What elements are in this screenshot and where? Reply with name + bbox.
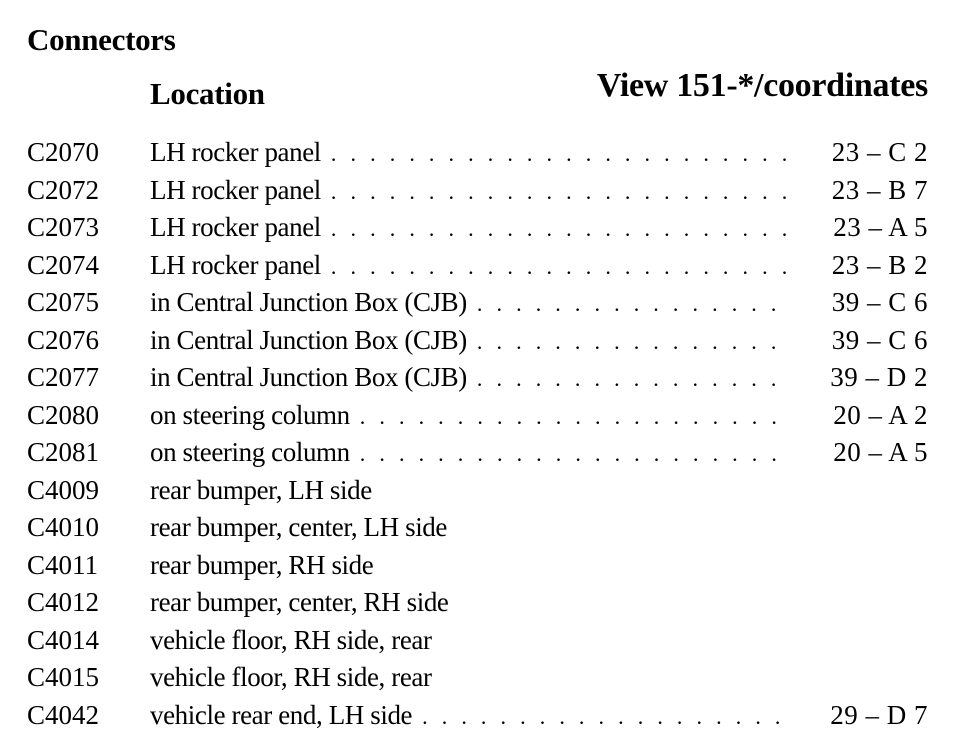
view-coordinates: 23 – C 2 (831, 137, 928, 167)
location-cell (150, 622, 790, 660)
location-text: on steering column (150, 399, 350, 430)
location-text: LH rocker panel (150, 137, 321, 167)
connector-id: C2077 (27, 362, 100, 392)
location-cell (150, 697, 790, 735)
location-text: in Central Junction Box (CJB) (150, 287, 467, 317)
location-cell (150, 134, 790, 172)
location-text: rear bumper, center, LH side (150, 512, 447, 542)
connector-id: C4009 (27, 474, 100, 505)
table-row (0, 434, 964, 472)
table-row (0, 284, 964, 322)
dot-leader (360, 435, 790, 472)
location-text: LH rocker panel (150, 249, 321, 280)
connector-id: C4010 (27, 512, 100, 542)
connector-id: C2073 (27, 212, 100, 242)
table-row (0, 622, 964, 660)
view-coordinates: 20 – A 2 (833, 399, 928, 430)
connector-id: C2074 (27, 249, 100, 280)
location-text: LH rocker panel (150, 174, 321, 205)
connector-id: C2070 (27, 137, 100, 167)
dot-leader (477, 285, 790, 322)
location-cell (150, 172, 790, 210)
dot-leader (360, 398, 790, 435)
view-coordinates: 39 – C 6 (831, 287, 928, 317)
location-cell (150, 322, 790, 360)
connector-id: C4011 (27, 549, 99, 580)
table-row (0, 472, 964, 510)
connector-id: C4042 (27, 699, 100, 730)
location-text: rear bumper, RH side (150, 549, 374, 580)
location-text: rear bumper, center, RH side (150, 587, 449, 617)
connector-id: C4015 (27, 662, 100, 692)
dot-leader (331, 210, 790, 247)
table-row (0, 509, 964, 547)
location-cell (150, 547, 790, 585)
dot-leader (477, 323, 790, 360)
table-row (0, 134, 964, 172)
table-row (0, 359, 964, 397)
connector-id: C2072 (27, 174, 100, 205)
location-cell (150, 509, 790, 547)
dot-leader (477, 360, 790, 397)
view-coordinates: 23 – A 5 (833, 212, 928, 242)
location-cell (150, 284, 790, 322)
location-cell (150, 434, 790, 472)
location-text: in Central Junction Box (CJB) (150, 324, 467, 355)
table-row (0, 209, 964, 247)
view-coordinates: 23 – B 7 (831, 174, 928, 205)
table-row (0, 172, 964, 210)
table-row (0, 659, 964, 697)
table-row (0, 322, 964, 360)
location-cell (150, 359, 790, 397)
location-text: in Central Junction Box (CJB) (150, 362, 467, 392)
location-cell (150, 209, 790, 247)
location-cell (150, 472, 790, 510)
location-text: vehicle floor, RH side, rear (150, 624, 432, 655)
section-title: Connectors (27, 22, 176, 57)
location-text: vehicle rear end, LH side (150, 699, 413, 730)
table-row (0, 247, 964, 285)
dot-leader (331, 135, 790, 172)
location-text: LH rocker panel (150, 212, 321, 242)
location-cell (150, 584, 790, 622)
connector-id: C2080 (27, 399, 100, 430)
location-cell (150, 659, 790, 697)
view-coordinates: 23 – B 2 (831, 249, 928, 280)
view-coordinates: 39 – D 2 (830, 362, 928, 392)
location-text: on steering column (150, 437, 350, 467)
location-text: vehicle floor, RH side, rear (150, 662, 432, 692)
connector-id: C2076 (27, 324, 100, 355)
connector-id: C2075 (27, 287, 100, 317)
view-coordinates: 29 – D 7 (830, 699, 928, 730)
table-row (0, 547, 964, 585)
view-coordinates: 39 – C 6 (831, 324, 928, 355)
table-row (0, 397, 964, 435)
view-coordinates: 20 – A 5 (833, 437, 928, 467)
location-cell (150, 397, 790, 435)
table-row (0, 584, 964, 622)
connector-id: C2081 (27, 437, 100, 467)
table-row (0, 697, 964, 735)
connector-id: C4014 (27, 624, 100, 655)
connector-list (0, 134, 964, 734)
location-text: rear bumper, LH side (150, 474, 372, 505)
dot-leader (331, 173, 790, 210)
connector-id: C4012 (27, 587, 100, 617)
dot-leader (422, 698, 790, 735)
location-cell (150, 247, 790, 285)
dot-leader (331, 248, 790, 285)
location-column-heading: Location (150, 76, 265, 111)
view-coordinates-column-heading: View 151-*/coordinates (596, 67, 928, 104)
